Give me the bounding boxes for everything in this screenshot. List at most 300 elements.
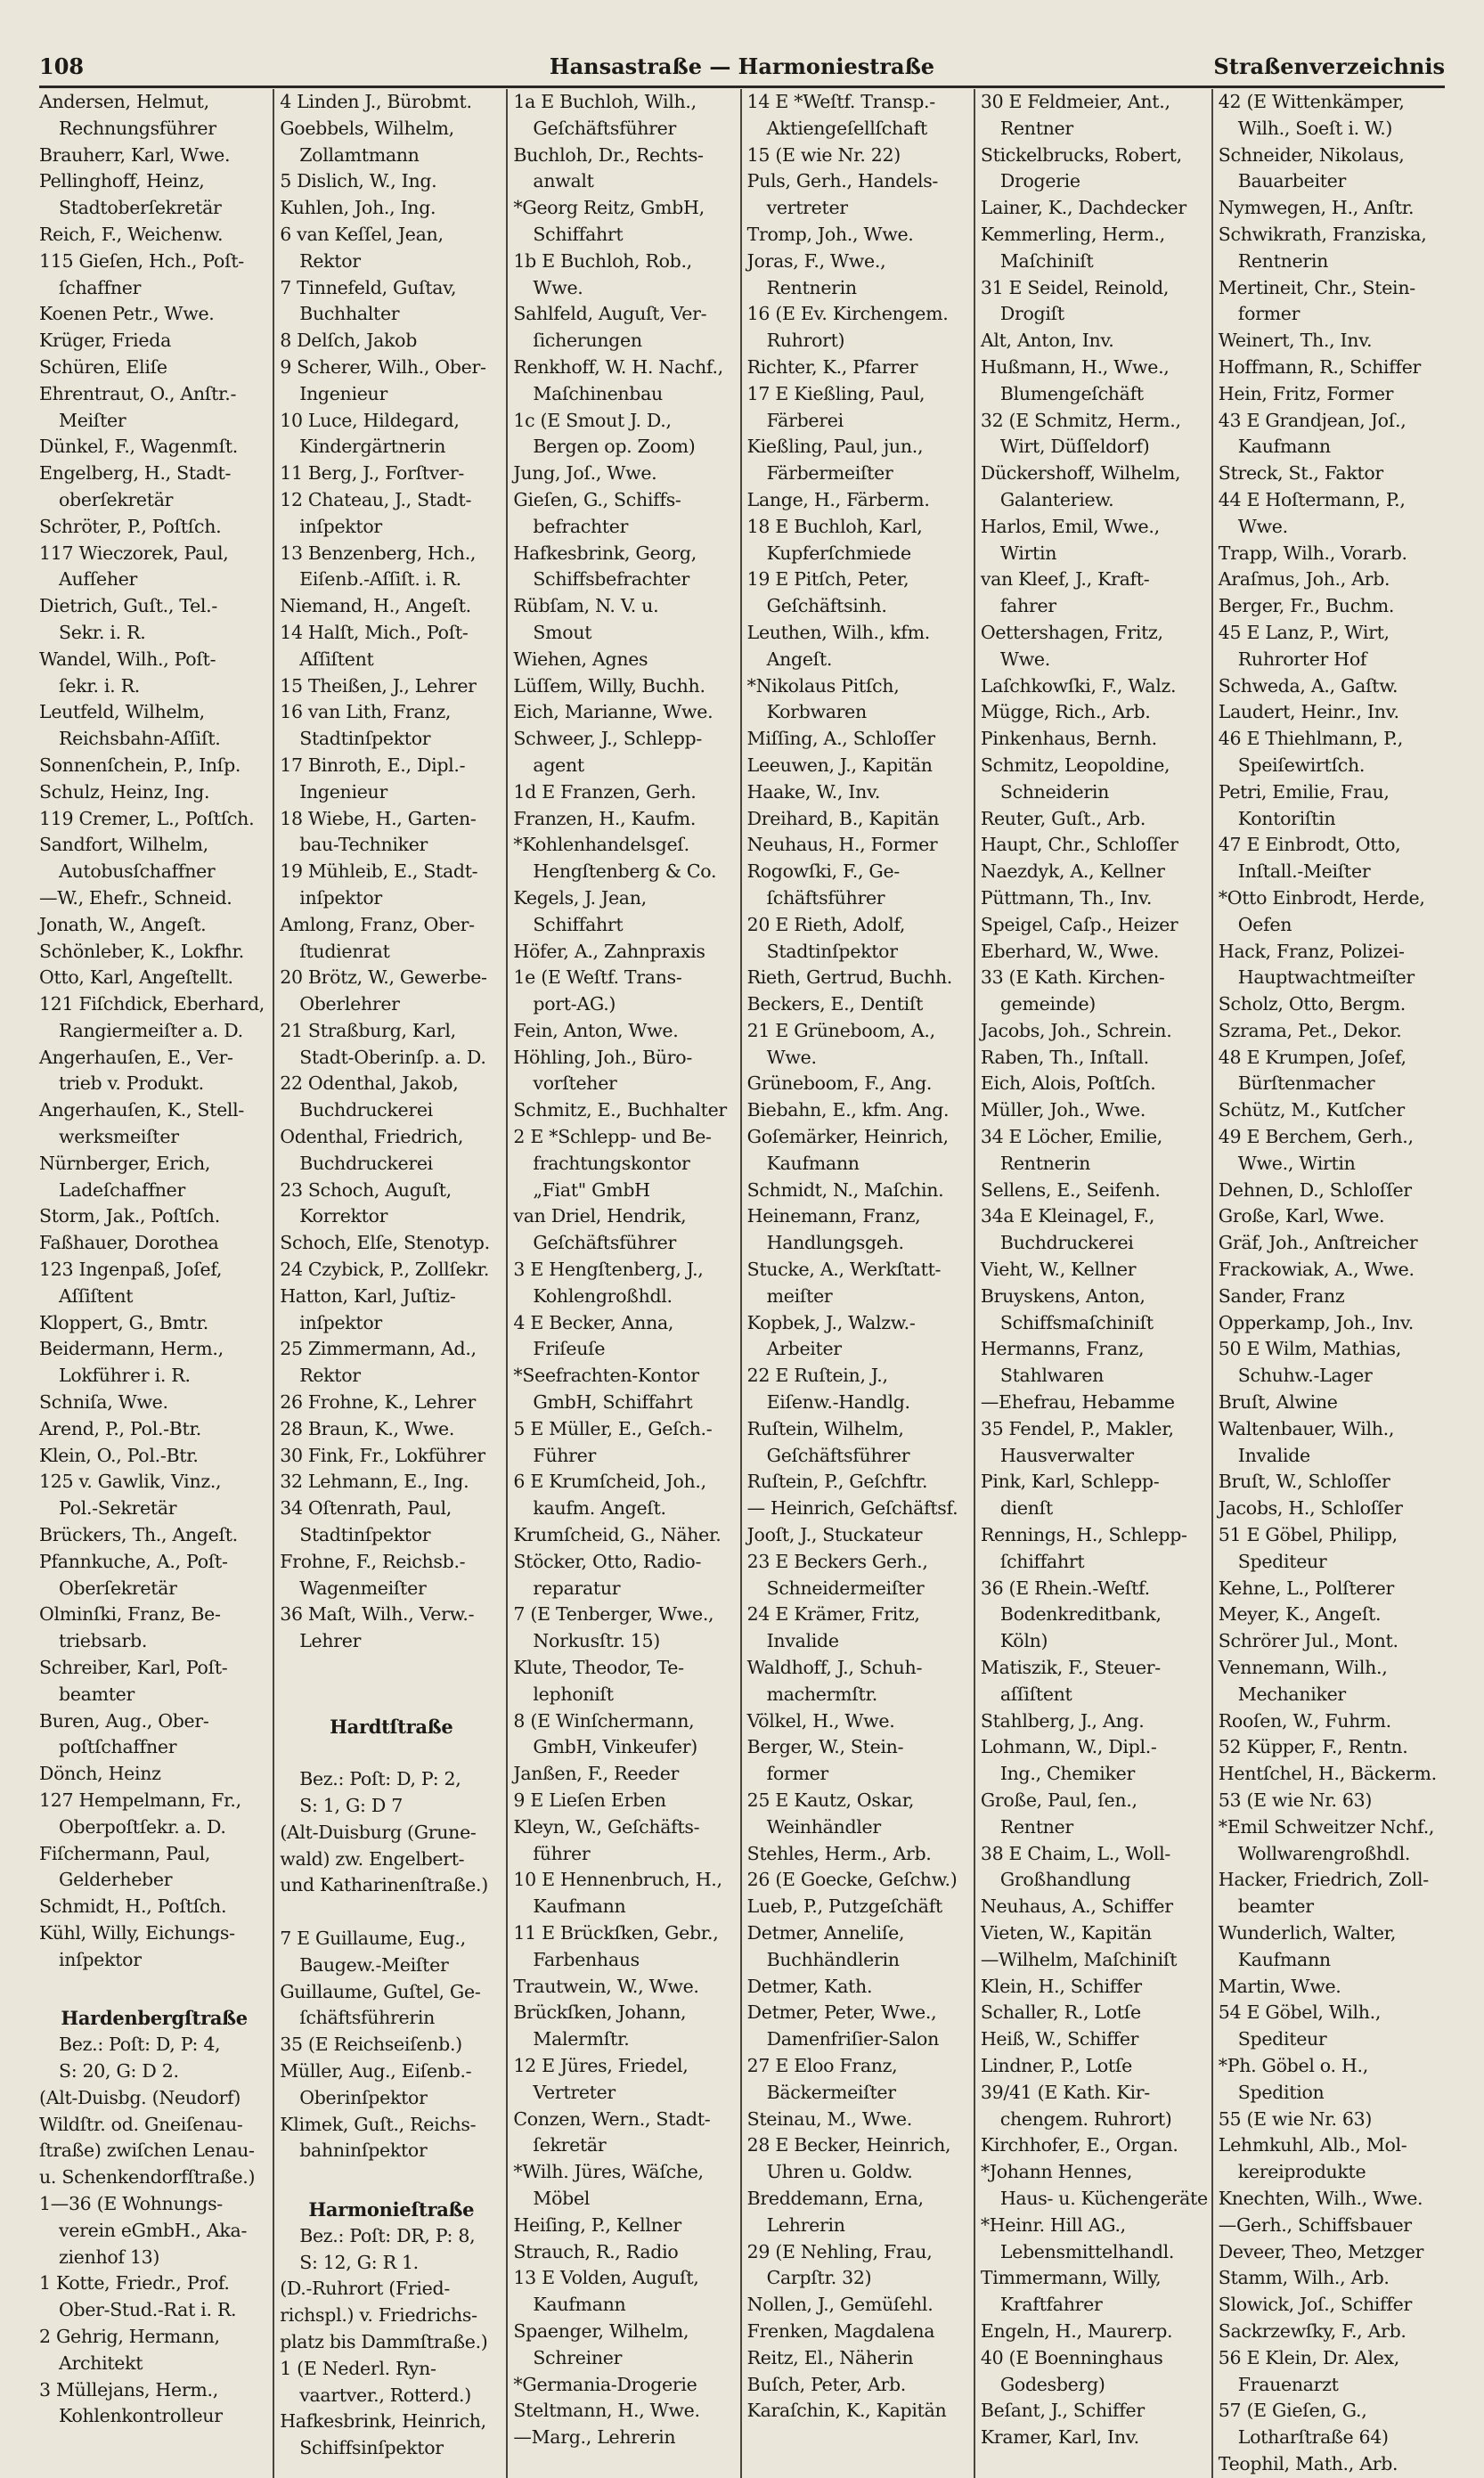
directory-line: Handlungsgeh. xyxy=(766,1232,904,1254)
directory-line: Eich, Marianne, Wwe. xyxy=(513,701,713,723)
directory-line: Streck, St., Faktor xyxy=(1218,462,1383,485)
directory-line: Invalide xyxy=(766,1630,839,1652)
directory-line: Bürſtenmacher xyxy=(1237,1072,1375,1095)
directory-line: *Emil Schweitzer Nchf., xyxy=(1218,1815,1435,1838)
directory-line: 43 E Grandjean, Joſ., xyxy=(1218,409,1407,431)
directory-line: Korrektor xyxy=(299,1205,388,1227)
directory-line: Spedition xyxy=(1237,2081,1325,2103)
directory-line: Schmidt, H., Poſtſch. xyxy=(39,1895,227,1918)
street-heading: Hardtſtraße xyxy=(330,1715,453,1738)
directory-line: Haupt, Chr., Schloſſer xyxy=(980,834,1178,856)
directory-line: 56 E Klein, Dr. Alex, xyxy=(1218,2346,1399,2368)
directory-line: Bruſt, W., Schloſſer xyxy=(1218,1471,1390,1493)
directory-line: S: 20, G: D 2. xyxy=(59,2059,179,2082)
directory-line: Raben, Th., Inſtall. xyxy=(980,1046,1149,1068)
directory-line: Schmitz, E., Buchhalter xyxy=(513,1099,727,1121)
directory-line: vertreter xyxy=(766,197,848,219)
directory-line: Stahlberg, J., Ang. xyxy=(980,1709,1145,1732)
directory-line: poſtſchaffner xyxy=(59,1736,177,1758)
directory-line: Püttmann, Th., Inv. xyxy=(980,886,1153,909)
directory-line: port-AG.) xyxy=(533,993,616,1015)
directory-line: 28 Braun, K., Wwe. xyxy=(280,1417,455,1439)
directory-line: Farbenhaus xyxy=(533,1948,640,1970)
directory-line: Bodenkreditbank, xyxy=(999,1603,1162,1626)
directory-line: Dietrich, Guſt., Tel.- xyxy=(39,595,218,617)
column-3 xyxy=(506,89,739,2478)
directory-line: richspl.) v. Friedrichs- xyxy=(280,2304,477,2327)
directory-line: 10 E Hennenbruch, H., xyxy=(513,1869,722,1891)
directory-line: 10 Luce, Hildegard, xyxy=(280,409,460,431)
directory-line: 123 Ingenpaß, Joſef, xyxy=(39,1259,223,1281)
directory-line: verein eGmbH., Aka- xyxy=(59,2219,248,2241)
directory-line: former xyxy=(1237,303,1301,325)
directory-line: beamter xyxy=(1237,1895,1314,1918)
directory-line: Kaufmann xyxy=(1237,436,1331,458)
directory-line: ſtraße) zwiſchen Lenau- xyxy=(39,2140,255,2162)
directory-line: Reuter, Guſt., Arb. xyxy=(980,807,1146,829)
directory-line: 19 E Pitſch, Peter, xyxy=(746,568,909,591)
directory-line: Joras, F., Wwe., xyxy=(746,249,886,272)
directory-line: Kohlengroßhdl. xyxy=(533,1284,673,1307)
directory-line: 32 (E Schmitz, Herm., xyxy=(980,409,1181,431)
directory-line: Miſſing, A., Schloſſer xyxy=(746,728,935,750)
directory-line: Hafkesbrink, Georg, xyxy=(513,542,697,564)
directory-line: Eich, Alois, Poſtſch. xyxy=(980,1072,1156,1095)
directory-line: zienhof 13) xyxy=(59,2246,160,2268)
directory-line: Höhling, Joh., Büro- xyxy=(513,1046,692,1068)
directory-line: 20 E Rieth, Adolf, xyxy=(746,913,906,935)
directory-line: Heinemann, Franz, xyxy=(746,1205,921,1227)
page-number: 108 xyxy=(39,53,85,79)
directory-line: ſekretär xyxy=(533,2134,607,2156)
directory-line: Drogiſt xyxy=(999,303,1064,325)
directory-line: Puls, Gerh., Handels- xyxy=(746,170,939,192)
directory-line: (Alt-Duisburg (Grune- xyxy=(280,1821,477,1843)
directory-line: Jooſt, J., Stuckateur xyxy=(746,1524,923,1546)
directory-line: Rieth, Gertrud, Buchh. xyxy=(746,966,952,989)
directory-line: Schrörer Jul., Mont. xyxy=(1218,1630,1398,1652)
directory-line: Nollen, J., Gemüſehl. xyxy=(746,2294,934,2316)
directory-line: Schmitz, Leopoldine, xyxy=(980,754,1170,776)
directory-line: Timmermann, Willy, xyxy=(980,2267,1162,2289)
directory-line: Leutfeld, Wilhelm, xyxy=(39,701,205,723)
directory-line: kereiprodukte xyxy=(1237,2161,1366,2183)
page-title: Hansastraße — Harmoniestraße xyxy=(549,53,935,79)
directory-line: reparatur xyxy=(533,1577,621,1599)
directory-line: 25 Zimmermann, Ad., xyxy=(280,1338,477,1360)
directory-line: Architekt xyxy=(59,2352,143,2374)
directory-line: bahninſpektor xyxy=(299,2140,428,2162)
directory-line: 1d E Franzen, Gerh. xyxy=(513,780,697,803)
directory-line: Ruhrorter Hof xyxy=(1237,648,1367,670)
directory-line: aſſiſtent xyxy=(999,1683,1072,1705)
directory-line: Odenthal, Friedrich, xyxy=(280,1126,464,1148)
directory-line: —Marg., Lehrerin xyxy=(513,2426,676,2449)
directory-line: Fein, Anton, Wwe. xyxy=(513,1019,679,1041)
directory-line: Wirt, Düſſeldorf) xyxy=(999,436,1150,458)
directory-line: Waldhoff, J., Schuh- xyxy=(746,1657,923,1679)
directory-line: Teophil, Math., Arb. xyxy=(1218,2452,1398,2474)
spacer xyxy=(280,2164,502,2191)
directory-line: Stucke, A., Werkſtatt- xyxy=(746,1259,942,1281)
directory-line: Reitz, El., Näherin xyxy=(746,2346,914,2368)
directory-line: Lehrer xyxy=(299,1630,362,1652)
directory-line: Oberpoſtſekr. a. D. xyxy=(59,1815,226,1838)
directory-line: Färbermeiſter xyxy=(766,462,893,485)
directory-line: ſchäftsführer xyxy=(766,886,885,909)
directory-line: Köln) xyxy=(999,1630,1048,1652)
directory-line: Eiſenw.-Handlg. xyxy=(766,1391,910,1414)
directory-line: Wilh., Soeſt i. W.) xyxy=(1237,117,1393,139)
directory-line: Storm, Jak., Poſtſch. xyxy=(39,1205,220,1227)
directory-line: Pinkenhaus, Bernh. xyxy=(980,728,1157,750)
directory-line: Goſemärker, Heinrich, xyxy=(746,1126,949,1148)
directory-line: 36 (E Rhein.-Weſtf. xyxy=(980,1577,1150,1599)
spacer xyxy=(280,1682,502,1708)
directory-line: 9 Scherer, Wilh., Ober- xyxy=(280,355,486,378)
directory-line: Rentner xyxy=(999,117,1073,139)
directory-line: Zollamtmann xyxy=(299,143,420,166)
directory-line: 39/41 (E Kath. Kir- xyxy=(980,2081,1150,2103)
directory-line: Gelderheber xyxy=(59,1869,173,1891)
directory-line: Gräf, Joh., Anſtreicher xyxy=(1218,1232,1418,1254)
directory-line: Vennemann, Wilh., xyxy=(1218,1657,1388,1679)
directory-line: Buſch, Peter, Arb. xyxy=(746,2373,906,2395)
directory-line: 52 Küpper, F., Rentn. xyxy=(1218,1736,1408,1758)
directory-line: Rooſen, W., Fuhrm. xyxy=(1218,1709,1391,1732)
directory-line: 46 E Thiehlmann, P., xyxy=(1218,728,1403,750)
directory-line: 17 E Kießling, Paul, xyxy=(746,382,925,404)
directory-line: Franzen, H., Kaufm. xyxy=(513,807,697,829)
directory-line: Inſtall.-Meiſter xyxy=(1237,860,1371,883)
directory-line: Sander, Franz xyxy=(1218,1284,1345,1307)
directory-line: Dönch, Heinz xyxy=(39,1763,161,1785)
directory-line: Schneiderin xyxy=(999,780,1109,803)
directory-line: chengem. Ruhrort) xyxy=(999,2107,1172,2130)
directory-line: 34 Oſtenrath, Paul, xyxy=(280,1497,452,1520)
directory-line: Führer xyxy=(533,1444,596,1466)
column-2 xyxy=(273,89,506,2478)
directory-line: Speiſewirtſch. xyxy=(1237,754,1366,776)
directory-line: kaufm. Angeſt. xyxy=(533,1497,666,1520)
directory-line: ſchaffner xyxy=(59,276,142,298)
directory-line: 57 (E Gieſen, G., xyxy=(1218,2400,1367,2422)
directory-line: platz bis Dammſtraße.) xyxy=(280,2330,488,2352)
directory-line: 21 Straßburg, Karl, xyxy=(280,1019,456,1041)
directory-line: Hafkesbrink, Heinrich, xyxy=(280,2410,486,2433)
directory-line: 16 (E Ev. Kirchengem. xyxy=(746,303,949,325)
directory-line: Klein, H., Schiffer xyxy=(980,1975,1142,1997)
directory-line: Biebahn, E., kfm. Ang. xyxy=(746,1099,950,1121)
directory-line: Blumengeſchäft xyxy=(999,382,1144,404)
directory-line: — Heinrich, Geſchäftsf. xyxy=(746,1497,958,1520)
directory-line: Kemmerling, Herm., xyxy=(980,223,1165,245)
directory-line: Karaſchin, K., Kapitän xyxy=(746,2400,947,2422)
directory-line: Janßen, F., Reeder xyxy=(513,1763,680,1785)
directory-line: 25 E Kautz, Oskar, xyxy=(746,1789,915,1811)
directory-line: 2 Gehrig, Hermann, xyxy=(39,2325,220,2347)
directory-line: Hauptwachtmeiſter xyxy=(1237,966,1415,989)
spacer xyxy=(280,1740,502,1766)
directory-line: Schiffahrt xyxy=(533,913,624,935)
directory-line: 24 Czybick, P., Zollſekr. xyxy=(280,1259,490,1281)
directory-line: 23 Schoch, Auguſt, xyxy=(280,1178,452,1201)
directory-line: Wwe. xyxy=(999,648,1050,670)
directory-line: Hack, Franz, Polizei- xyxy=(1218,940,1405,962)
directory-line: Schreiner xyxy=(533,2346,623,2368)
directory-line: Niemand, H., Angeſt. xyxy=(280,595,471,617)
directory-line: 6 E Krumſcheid, Joh., xyxy=(513,1471,706,1493)
directory-line: Schiffsmaſchiniſt xyxy=(999,1311,1154,1333)
directory-line: 36 Maſt, Wilh., Verw.- xyxy=(280,1603,475,1626)
directory-line: Schniſa, Wwe. xyxy=(39,1391,168,1414)
directory-line: 1—36 (E Wohnungs- xyxy=(39,2192,223,2214)
directory-line: Malermſtr. xyxy=(533,2028,630,2050)
directory-line: 7 E Guillaume, Eug., xyxy=(280,1927,466,1949)
directory-line: Dehnen, D., Schloſſer xyxy=(1218,1178,1412,1201)
directory-line: Speigel, Caſp., Heizer xyxy=(980,913,1178,935)
directory-line: triebsarb. xyxy=(59,1630,148,1652)
directory-line: Andersen, Helmut, xyxy=(39,91,209,112)
directory-line: Norkusſtr. 15) xyxy=(533,1630,660,1652)
directory-line: 121 Fiſchdick, Eberhard, xyxy=(39,993,265,1015)
directory-line: Stadtoberſekretär xyxy=(59,197,222,219)
directory-line: Rentnerin xyxy=(1237,249,1328,272)
directory-line: Lüſſem, Willy, Buchh. xyxy=(513,674,705,697)
directory-line: Reichsbahn-Aſſiſt. xyxy=(59,728,221,750)
directory-line: Jung, Joſ., Wwe. xyxy=(513,462,657,485)
directory-line: trieb v. Produkt. xyxy=(59,1072,204,1095)
directory-line: Schaller, R., Lotſe xyxy=(980,2001,1141,2024)
directory-line: Geſchäftsführer xyxy=(766,1444,910,1466)
directory-line: Geſchäftsführer xyxy=(533,117,676,139)
directory-line: Grüneboom, F., Ang. xyxy=(746,1072,933,1095)
directory-line: Kaufmann xyxy=(766,1152,860,1174)
directory-line: van Driel, Hendrik, xyxy=(513,1205,687,1227)
directory-line: 26 Frohne, K., Lehrer xyxy=(280,1391,476,1414)
directory-line: Kontoriſtin xyxy=(1237,807,1336,829)
directory-line: Conzen, Wern., Stadt- xyxy=(513,2107,711,2130)
directory-line: Krumſcheid, G., Näher. xyxy=(513,1524,722,1546)
directory-line: 7 Tinnefeld, Guſtav, xyxy=(280,276,457,298)
directory-line: Invalide xyxy=(1237,1444,1310,1466)
directory-line: Müller, Joh., Wwe. xyxy=(980,1099,1146,1121)
directory-line: 5 E Müller, E., Geſch.- xyxy=(513,1417,713,1439)
directory-line: Stickelbrucks, Robert, xyxy=(980,143,1182,166)
directory-line: Bruyskens, Anton, xyxy=(980,1284,1146,1307)
directory-line: Sonnenſchein, P., Inſp. xyxy=(39,754,241,776)
directory-line: 119 Cremer, L., Poſtſch. xyxy=(39,807,255,829)
directory-line: Großhandlung xyxy=(999,1869,1131,1891)
directory-line: —Gerh., Schiffsbauer xyxy=(1218,2213,1412,2236)
directory-line: Ruſtein, P., Geſchftr. xyxy=(746,1471,928,1493)
directory-line: fahrer xyxy=(999,595,1056,617)
directory-line: Schüren, Eliſe xyxy=(39,355,167,378)
directory-line: ſicherungen xyxy=(533,330,642,352)
directory-line: Stamm, Wilh., Arb. xyxy=(1218,2267,1390,2289)
directory-line: beamter xyxy=(59,1683,135,1705)
directory-line: Ingenieur xyxy=(299,382,387,404)
directory-line: Laſchkowſki, F., Walz. xyxy=(980,674,1177,697)
directory-line: Jacobs, Joh., Schrein. xyxy=(980,1019,1172,1041)
directory-line: Hausverwalter xyxy=(999,1444,1134,1466)
directory-line: 15 Theißen, J., Lehrer xyxy=(280,674,477,697)
directory-line: Berger, Fr., Buchm. xyxy=(1218,595,1395,617)
directory-line: Beidermann, Herm., xyxy=(39,1338,224,1360)
directory-line: 127 Hempelmann, Fr., xyxy=(39,1789,241,1811)
directory-columns xyxy=(39,89,1445,2474)
directory-line: Kramer, Karl, Inv. xyxy=(980,2426,1139,2449)
directory-line: Schoch, Elſe, Stenotyp. xyxy=(280,1232,490,1254)
directory-line: Schönleber, K., Lokfhr. xyxy=(39,940,244,962)
directory-line: 8 Delſch, Jakob xyxy=(280,330,418,352)
directory-line: Buchdruckerei xyxy=(999,1232,1134,1254)
directory-line: 17 Binroth, E., Dipl.- xyxy=(280,754,466,776)
column-5 xyxy=(974,89,1211,2478)
directory-line: 28 E Becker, Heinrich, xyxy=(746,2134,951,2156)
directory-line: Lotharſtraße 64) xyxy=(1237,2426,1389,2449)
directory-line: Neuhaus, H., Former xyxy=(746,834,938,856)
directory-line: 1c (E Smout J. D., xyxy=(513,409,672,431)
directory-line: Stadtinſpektor xyxy=(299,728,431,750)
directory-line: Otto, Karl, Angeſtellt. xyxy=(39,966,233,989)
directory-line: Frauenarzt xyxy=(1237,2373,1339,2395)
directory-line: Sandfort, Wilhelm, xyxy=(39,834,208,856)
directory-line: Ing., Chemiker xyxy=(999,1763,1135,1785)
directory-line: Bruſt, Alwine xyxy=(1218,1391,1338,1414)
directory-line: Szrama, Pet., Dekor. xyxy=(1218,1019,1402,1041)
directory-line: Rentner xyxy=(999,1815,1073,1838)
directory-line: 11 Berg, J., Forſtver- xyxy=(280,462,465,485)
directory-line: inſpektor xyxy=(299,1311,382,1333)
directory-line: Buchdruckerei xyxy=(299,1099,433,1121)
directory-line: 26 (E Goecke, Geſchw.) xyxy=(746,1869,958,1891)
directory-line: 19 Mühleib, E., Stadt- xyxy=(280,860,478,883)
directory-line: Völkel, H., Wwe. xyxy=(746,1709,895,1732)
directory-line: Kirchhofer, E., Organ. xyxy=(980,2134,1178,2156)
directory-line: Uhren u. Goldw. xyxy=(766,2161,913,2183)
directory-line: Damenfriſier-Salon xyxy=(766,2028,939,2050)
directory-line: Lainer, K., Dachdecker xyxy=(980,197,1186,219)
directory-line: vorſteher xyxy=(533,1072,617,1095)
directory-line: Vieten, W., Kapitän xyxy=(980,1921,1152,1944)
directory-line: 14 Halſt, Mich., Poſt- xyxy=(280,621,469,643)
column-6 xyxy=(1211,89,1445,2478)
directory-line: *Seefrachten-Kontor xyxy=(513,1365,699,1387)
directory-line: Lindner, P., Lotſe xyxy=(980,2054,1132,2076)
directory-line: 55 (E wie Nr. 63) xyxy=(1218,2107,1373,2130)
directory-line: Dückershoff, Wilhelm, xyxy=(980,462,1181,485)
directory-line: Hengſtenberg & Co. xyxy=(533,860,717,883)
directory-line: 8 (E Winſchermann, xyxy=(513,1709,695,1732)
directory-line: *Johann Hennes, xyxy=(980,2161,1133,2183)
directory-line: 48 E Krumpen, Joſef, xyxy=(1218,1046,1407,1068)
directory-line: Detmer, Peter, Wwe., xyxy=(746,2001,937,2024)
directory-line: wald) zw. Engelbert- xyxy=(280,1847,465,1870)
directory-line: Goebbels, Wilhelm, xyxy=(280,117,454,139)
directory-line: *Germania-Drogerie xyxy=(513,2373,697,2395)
directory-line: Brückſken, Johann, xyxy=(513,2001,687,2024)
directory-line: Kehne, L., Polſterer xyxy=(1218,1577,1394,1599)
directory-line: 44 E Hoſtermann, P., xyxy=(1218,488,1406,510)
directory-line: 3 Müllejans, Herm., xyxy=(39,2378,218,2401)
directory-line: Guillaume, Guſtel, Ge- xyxy=(280,1980,481,2002)
directory-line: *Ph. Göbel o. H., xyxy=(1218,2054,1368,2076)
directory-line: 51 E Göbel, Philipp, xyxy=(1218,1524,1398,1546)
directory-line: Bergen op. Zoom) xyxy=(533,436,696,458)
directory-line: Schweda, A., Gaſtw. xyxy=(1218,674,1398,697)
directory-line: Schneidermeiſter xyxy=(766,1577,925,1599)
directory-line: Müller, Aug., Eiſenb.- xyxy=(280,2059,472,2082)
directory-line: Opperkamp, Joh., Inv. xyxy=(1218,1311,1414,1333)
directory-line: 2 E *Schlepp- und Be- xyxy=(513,1126,712,1148)
directory-line: Schmidt, N., Maſchin. xyxy=(746,1178,944,1201)
directory-line: 18 E Buchloh, Karl, xyxy=(746,515,923,537)
directory-line: Detmer, Anneliſe, xyxy=(746,1921,905,1944)
directory-line: 34 E Löcher, Emilie, xyxy=(980,1126,1162,1148)
directory-line: Kupferſchmiede xyxy=(766,542,911,564)
directory-line: Wwe., Wirtin xyxy=(1237,1152,1356,1174)
directory-line: Sellens, E., Seifenh. xyxy=(980,1178,1161,1201)
directory-line: Wunderlich, Walter, xyxy=(1218,1921,1397,1944)
directory-line: Matiszik, F., Steuer- xyxy=(980,1657,1161,1679)
directory-line: Wagenmeiſter xyxy=(299,1577,427,1599)
directory-line: Frenken, Magdalena xyxy=(746,2319,935,2342)
directory-line: Klimek, Guſt., Reichs- xyxy=(280,2113,477,2135)
directory-line: Schütz, M., Kutſcher xyxy=(1218,1099,1405,1121)
directory-line: Lueb, P., Putzgeſchäft xyxy=(746,1895,942,1918)
directory-line: machermſtr. xyxy=(766,1683,877,1705)
directory-line: GmbH, Schiffahrt xyxy=(533,1391,693,1414)
directory-line: Kühl, Willy, Eichungs- xyxy=(39,1921,235,1944)
directory-line: Olminſki, Franz, Be- xyxy=(39,1603,221,1626)
directory-line: Strauch, R., Radio xyxy=(513,2240,679,2262)
directory-line: Richter, K., Pfarrer xyxy=(746,355,918,378)
directory-line: Aktiengeſellſchaft xyxy=(766,117,927,139)
directory-line: Möbel xyxy=(533,2187,591,2209)
directory-line: *Heinr. Hill AG., xyxy=(980,2213,1126,2236)
directory-line: Ladeſchaffner xyxy=(59,1178,185,1201)
directory-line: Kuhlen, Joh., Ing. xyxy=(280,197,436,219)
directory-line: Pol.-Sekretär xyxy=(59,1497,177,1520)
directory-line: Reich, F., Weichenw. xyxy=(39,223,224,245)
directory-line: 20 Brötz, W., Gewerbe- xyxy=(280,966,487,989)
directory-line: Jacobs, H., Schloſſer xyxy=(1218,1497,1403,1520)
directory-line: Kegels, J. Jean, xyxy=(513,886,647,909)
directory-line: Meyer, K., Angeſt. xyxy=(1218,1603,1382,1626)
directory-line: 13 E Volden, Auguſt, xyxy=(513,2267,699,2289)
directory-line: 125 v. Gawlik, Vinz., xyxy=(39,1471,222,1493)
directory-line: Beſant, J., Schiffer xyxy=(980,2400,1145,2422)
directory-line: Stadtinſpektor xyxy=(766,940,898,962)
directory-line: Buchhalter xyxy=(299,303,400,325)
section-title: Straßenverzeichnis xyxy=(1213,53,1445,79)
directory-line: Fiſchermann, Paul, xyxy=(39,1842,211,1864)
directory-line: Nürnberger, Erich, xyxy=(39,1152,211,1174)
directory-line: Rübſam, N. V. u. xyxy=(513,595,659,617)
directory-line: 53 (E wie Nr. 63) xyxy=(1218,1789,1373,1811)
directory-line: Rektor xyxy=(299,249,361,272)
directory-line: 32 Lehmann, E., Ing. xyxy=(280,1471,469,1493)
directory-line: van Kleef, J., Kraft- xyxy=(980,568,1150,591)
directory-line: Renkhoff, W. H. Nachf., xyxy=(513,355,723,378)
directory-line: Harlos, Emil, Wwe., xyxy=(980,515,1160,537)
directory-line: —W., Ehefr., Schneid. xyxy=(39,886,232,909)
directory-line: Maſchiniſt xyxy=(999,249,1094,272)
directory-line: 117 Wieczorek, Paul, xyxy=(39,542,229,564)
directory-line: Scholz, Otto, Bergm. xyxy=(1218,993,1406,1015)
directory-line: Haake, W., Inv. xyxy=(746,780,881,803)
